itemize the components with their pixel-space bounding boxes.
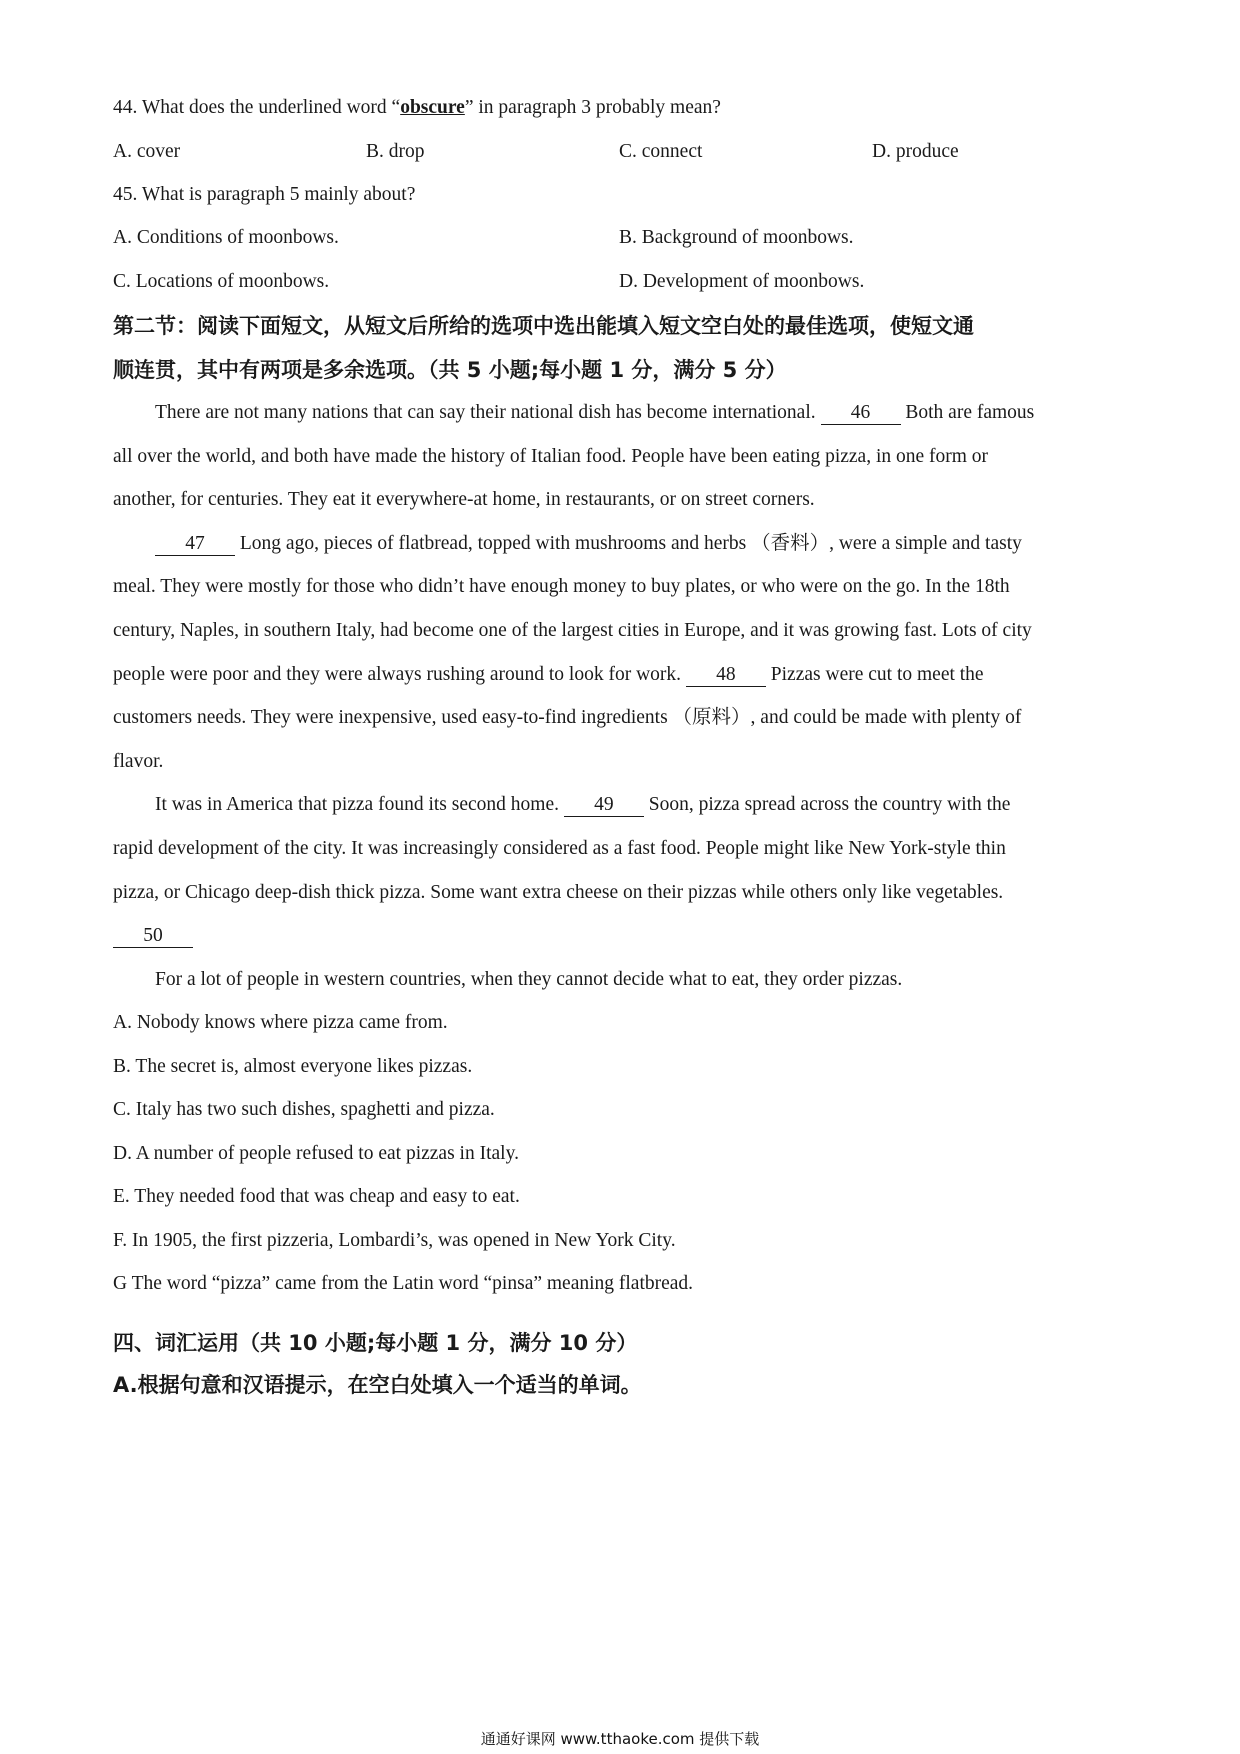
- section-2-heading-line2: 顺连贯，其中有两项是多余选项。（共 5 小题;每小题 1 分，满分 5 分）: [113, 358, 787, 382]
- choice-g: G The word “pizza” came from the Latin word “pinsa” meaning flatbread.: [113, 1273, 694, 1294]
- q44-stem-pre: 44. What does the underlined word “: [113, 97, 401, 118]
- q44-option-a: A. cover: [113, 141, 181, 162]
- passage-line: flavor.: [113, 751, 164, 772]
- passage-line: [113, 922, 1133, 950]
- passage-line: all over the world, and both have made the history of Italian food. People have been eating pizza, in one form or: [113, 446, 989, 467]
- passage-line: pizza, or Chicago deep-dish thick pizza. Some want extra cheese on their pizzas while others only like vegetables.: [113, 882, 1004, 903]
- passage-line: rapid development of the city. It was increasingly considered as a fast food. People might like New York-style thin: [113, 838, 1006, 859]
- q44-option-c: C. connect: [619, 141, 703, 162]
- q45-option-c: C. Locations of moonbows.: [113, 271, 330, 292]
- passage-line: [113, 661, 1133, 689]
- choice-a: A. Nobody knows where pizza came from.: [113, 1012, 448, 1033]
- section-4-subheading: A.根据句意和汉语提示，在空白处填入一个适当的单词。: [113, 1373, 642, 1397]
- choice-b: B. The secret is, almost everyone likes pizzas.: [113, 1056, 473, 1077]
- blank-48: 48: [686, 664, 766, 687]
- blank-49: 49: [564, 794, 644, 817]
- passage-line: customers needs. They were inexpensive, used easy-to-find ingredients （原料）, and could be made with plenty of: [113, 707, 1022, 728]
- q45-option-a: A. Conditions of moonbows.: [113, 227, 339, 248]
- q44-option-d: D. produce: [872, 141, 959, 162]
- passage-text: people were poor and they were always rushing around to look for work.: [113, 664, 686, 685]
- section-4-heading: 四、词汇运用（共 10 小题;每小题 1 分，满分 10 分）: [113, 1331, 638, 1355]
- passage-line: [155, 530, 1175, 558]
- choice-d: D. A number of people refused to eat pizzas in Italy.: [113, 1143, 519, 1164]
- passage-line: [155, 399, 1175, 427]
- choice-f: F. In 1905, the first pizzeria, Lombardi’s, was opened in New York City.: [113, 1230, 676, 1251]
- passage-line: another, for centuries. They eat it everywhere-at home, in restaurants, or on street corners.: [113, 489, 815, 510]
- page-footer: 通通好课网 www.tthaoke.com 提供下载: [480, 1730, 760, 1748]
- question-44-stem: [113, 94, 1133, 122]
- blank-50: 50: [113, 925, 193, 948]
- q45-option-d: D. Development of moonbows.: [619, 271, 865, 292]
- passage-text: Soon, pizza spread across the country with the: [643, 794, 1011, 815]
- underlined-word: obscure: [400, 97, 465, 118]
- q44-option-b: B. drop: [366, 141, 425, 162]
- passage-line: [155, 791, 1175, 819]
- passage-text: Both are famous: [900, 402, 1035, 423]
- passage-text: Pizzas were cut to meet the: [765, 664, 984, 685]
- choice-e: E. They needed food that was cheap and easy to eat.: [113, 1186, 520, 1207]
- passage-line: century, Naples, in southern Italy, had become one of the largest cities in Europe, and it was growing fast. Lots of city: [113, 620, 1032, 641]
- question-45-stem: 45. What is paragraph 5 mainly about?: [113, 184, 416, 205]
- q45-option-b: B. Background of moonbows.: [619, 227, 854, 248]
- passage-line: For a lot of people in western countries, when they cannot decide what to eat, they order pizzas.: [155, 969, 903, 990]
- blank-46: 46: [821, 402, 901, 425]
- passage-text: There are not many nations that can say their national dish has become international.: [155, 402, 821, 423]
- blank-47: 47: [155, 533, 235, 556]
- choice-c: C. Italy has two such dishes, spaghetti and pizza.: [113, 1099, 495, 1120]
- passage-line: meal. They were mostly for those who didn’t have enough money to buy plates, or who were on the go. In the 18th: [113, 576, 1010, 597]
- passage-text: Long ago, pieces of flatbread, topped with mushrooms and herbs （香料）, were a simple and tasty: [235, 533, 1022, 554]
- passage-text: It was in America that pizza found its second home.: [155, 794, 564, 815]
- q44-stem-post: ” in paragraph 3 probably mean?: [464, 97, 721, 118]
- section-2-heading-line1: 第二节：阅读下面短文，从短文后所给的选项中选出能填入短文空白处的最佳选项，使短文通: [113, 314, 974, 338]
